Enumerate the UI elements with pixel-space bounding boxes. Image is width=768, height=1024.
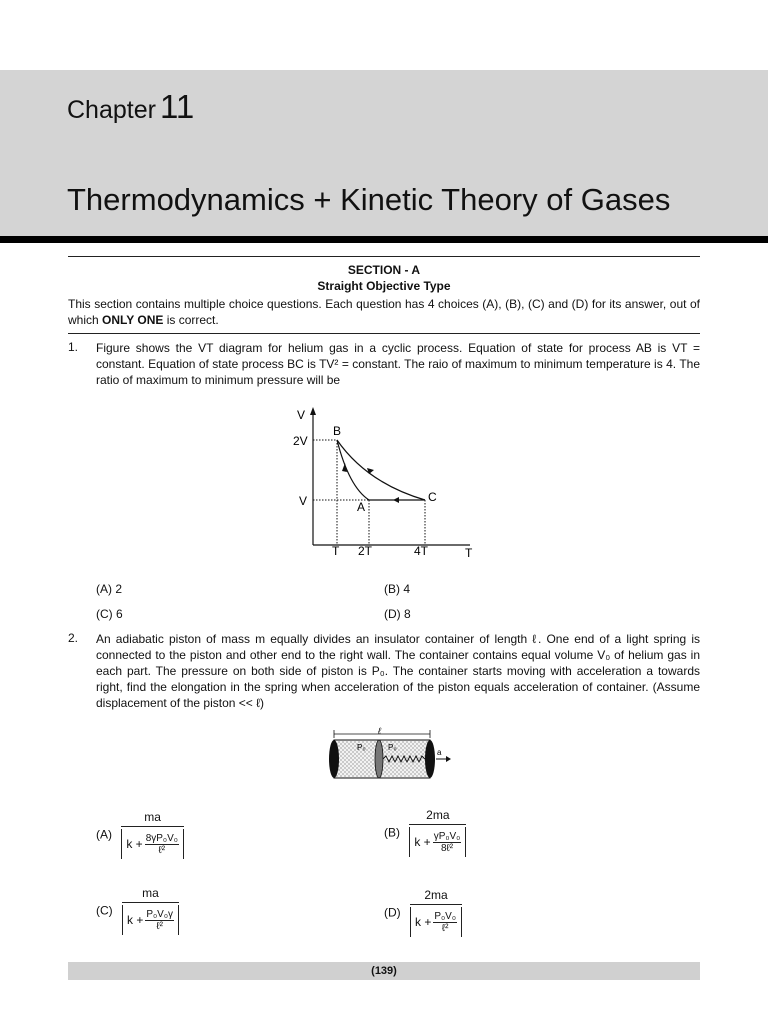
container-left-end — [329, 740, 339, 778]
vt-diagram — [285, 405, 485, 560]
question-number: 2. — [68, 631, 79, 645]
section-rule-top — [68, 256, 700, 257]
q1-option-b: (B) 4 — [384, 582, 411, 596]
chapter-label: Chapter 11 — [67, 88, 195, 125]
tick-2v: 2V — [293, 434, 308, 448]
x-axis-label: T — [465, 546, 473, 560]
y-axis-label: V — [297, 408, 306, 422]
y-axis-arrow — [310, 407, 316, 415]
q2-option-c: (C) ma k + P₀V₀γ ℓ² — [96, 886, 179, 935]
q1-option-a: (A) 2 — [96, 582, 123, 596]
point-b: B — [333, 424, 342, 438]
left-pressure-label: P₀ — [357, 743, 366, 752]
chapter-title: Thermodynamics + Kinetic Theory of Gases — [67, 182, 671, 217]
container-right-end — [425, 740, 435, 778]
section-heading: SECTION - A — [347, 263, 421, 277]
tick-2t: 2T — [358, 544, 373, 558]
piston-container-figure — [322, 725, 452, 785]
right-pressure-label: P₀ — [388, 743, 397, 752]
q1-option-c: (C) 6 — [96, 607, 123, 621]
tick-4t: 4T — [414, 544, 429, 558]
section-subheading: Straight Objective Type — [317, 279, 451, 293]
q1-option-d: (D) 8 — [384, 607, 411, 621]
point-c: C — [428, 490, 437, 504]
q2-option-d: (D) 2ma k + P₀V₀ ℓ² — [384, 888, 462, 937]
piston — [375, 740, 383, 778]
arrow-bc — [367, 468, 374, 474]
length-label: ℓ — [378, 726, 381, 736]
curve-ab — [337, 440, 369, 500]
q2-option-a: (A) ma k + 8γP₀V₀ ℓ² — [96, 810, 184, 859]
tick-t: T — [332, 544, 340, 558]
header-divider — [0, 236, 768, 243]
question-number: 1. — [68, 340, 79, 354]
section-rule-bottom — [68, 333, 700, 334]
section-intro: This section contains multiple choice questions. Each question has 4 choices (A), (B), (C) and (D) for its answer, out of which ONLY ONE is correct. — [68, 297, 700, 327]
page-number: (139) — [68, 962, 700, 980]
chapter-number: 11 — [159, 88, 195, 125]
acceleration-label: a — [437, 748, 442, 757]
question-text: Figure shows the VT diagram for helium gas in a cyclic process. Equation of state for process AB is VT = constant. Equation of state process BC is TV² = constant. The raio of maximum to minimum temperature is 4. The ratio of maximum to minimum pressure will be — [96, 341, 700, 387]
question-text: An adiabatic piston of mass m equally divides an insulator container of length ℓ. One end of a light spring is connected to the piston and other end to the right wall. The container contains equal volume V₀ of helium gas in each part. The pressure on both side of piston is P₀. The container starts moving with acceleration a towards right, find the elongation in the spring when acceleration of the piston equals acceleration of container. (Assume displacement of the piston << ℓ) — [96, 632, 700, 710]
tick-v: V — [299, 494, 308, 508]
arrow-ca — [393, 497, 399, 503]
curve-bc — [337, 440, 425, 500]
q2-option-b: (B) 2ma k + γP₀V₀ 8ℓ² — [384, 808, 466, 857]
point-a: A — [357, 500, 366, 514]
